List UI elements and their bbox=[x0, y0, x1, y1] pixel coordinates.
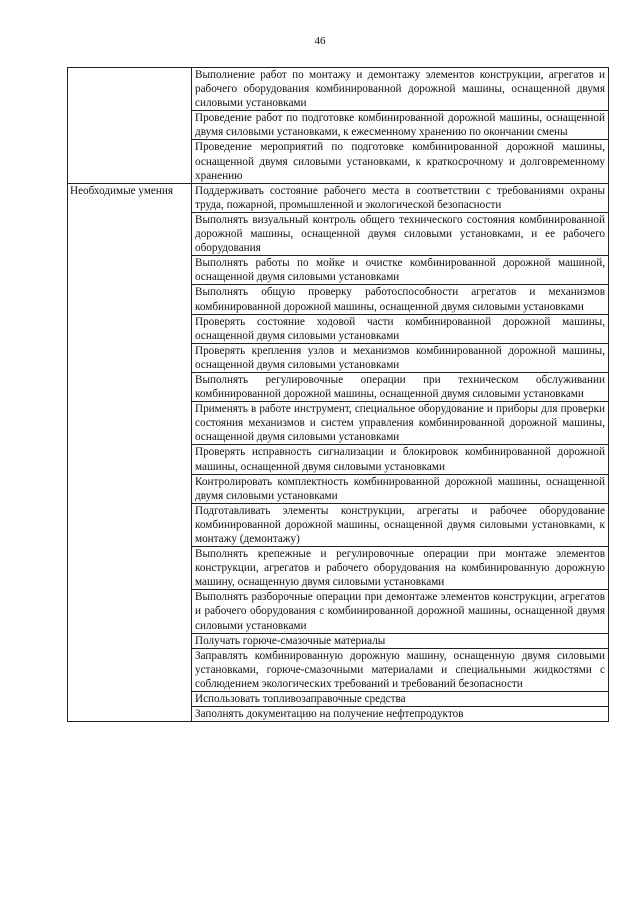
skill-cell: Получать горюче-смазочные материалы bbox=[192, 633, 609, 648]
skill-cell: Поддерживать состояние рабочего места в соответствии с требованиями охраны труда, пожарной, промышленной и экологической безопасности bbox=[192, 183, 609, 212]
skill-cell: Выполнять разборочные операции при демонтаже элементов конструкции, агрегатов и рабочего оборудования с комбинированной дорожной машины, оснащенной двумя силовыми установками bbox=[192, 590, 609, 633]
empty-label-cell bbox=[68, 111, 192, 140]
table-row bbox=[68, 140, 609, 183]
table-row bbox=[68, 68, 609, 111]
skill-cell: Заправлять комбинированную дорожную машину, оснащенную двумя силовыми установками, горюче-смазочными материалами и специальными жидкостями с соблюдением экологических требований и требований безопасности bbox=[192, 648, 609, 691]
labor-action-cell: Проведение работ по подготовке комбинированной дорожной машины, оснащенной двумя силовыми установками, к ежесменному хранению по окончании смены bbox=[192, 111, 609, 140]
skill-cell: Выполнять работы по мойке и очистке комбинированной дорожной машиной, оснащенной двумя силовыми установками bbox=[192, 256, 609, 285]
skill-cell: Подготавливать элементы конструкции, агрегаты и рабочее оборудование комбинированной дорожной машины, оснащенной двумя силовыми установками, к монтажу (демонтажу) bbox=[192, 503, 609, 546]
empty-label-cell bbox=[68, 68, 192, 111]
skill-cell: Выполнять общую проверку работоспособности агрегатов и механизмов комбинированной дорожной машины, оснащенной двумя силовыми установками bbox=[192, 285, 609, 314]
labor-action-cell: Проведение мероприятий по подготовке комбинированной дорожной машины, оснащенной двумя силовыми установками, к краткосрочному и долговременному хранению bbox=[192, 140, 609, 183]
skill-cell: Контролировать комплектность комбинированной дорожной машины, оснащенной двумя силовыми установками bbox=[192, 474, 609, 503]
skill-cell: Применять в работе инструмент, специальное оборудование и приборы для проверки состояния механизмов и систем управления комбинированной дорожной машины, оснащенной двумя силовыми установками bbox=[192, 402, 609, 445]
skills-label: Необходимые умения bbox=[68, 183, 192, 721]
table-row bbox=[68, 183, 609, 212]
skill-cell: Выполнять регулировочные операции при техническом обслуживании комбинированной дорожной машины, оснащенной двумя силовыми установками bbox=[192, 372, 609, 401]
requirements-table bbox=[67, 67, 609, 722]
skill-cell: Использовать топливозаправочные средства bbox=[192, 692, 609, 707]
table-row bbox=[68, 111, 609, 140]
page-number: 46 bbox=[314, 35, 326, 47]
skill-cell: Проверять исправность сигнализации и блокировок комбинированной дорожной машины, оснащенной двумя силовыми установками bbox=[192, 445, 609, 474]
skill-cell: Проверять крепления узлов и механизмов комбинированной дорожной машины, оснащенной двумя силовыми установками bbox=[192, 343, 609, 372]
labor-action-cell: Выполнение работ по монтажу и демонтажу элементов конструкции, агрегатов и рабочего оборудования комбинированной дорожной машины, оснащенной двумя силовыми установками bbox=[192, 68, 609, 111]
skill-cell: Выполнять визуальный контроль общего технического состояния комбинированной дорожной машины, оснащенной двумя силовыми установками, и ее рабочего оборудования bbox=[192, 212, 609, 255]
skill-cell: Заполнять документацию на получение нефтепродуктов bbox=[192, 707, 609, 722]
skill-cell: Проверять состояние ходовой части комбинированной дорожной машины, оснащенной двумя силовыми установками bbox=[192, 314, 609, 343]
skill-cell: Выполнять крепежные и регулировочные операции при монтаже элементов конструкции, агрегатов и рабочего оборудования на комбинированную дорожную машину, оснащенную двумя силовыми установками bbox=[192, 547, 609, 590]
empty-label-cell bbox=[68, 140, 192, 183]
